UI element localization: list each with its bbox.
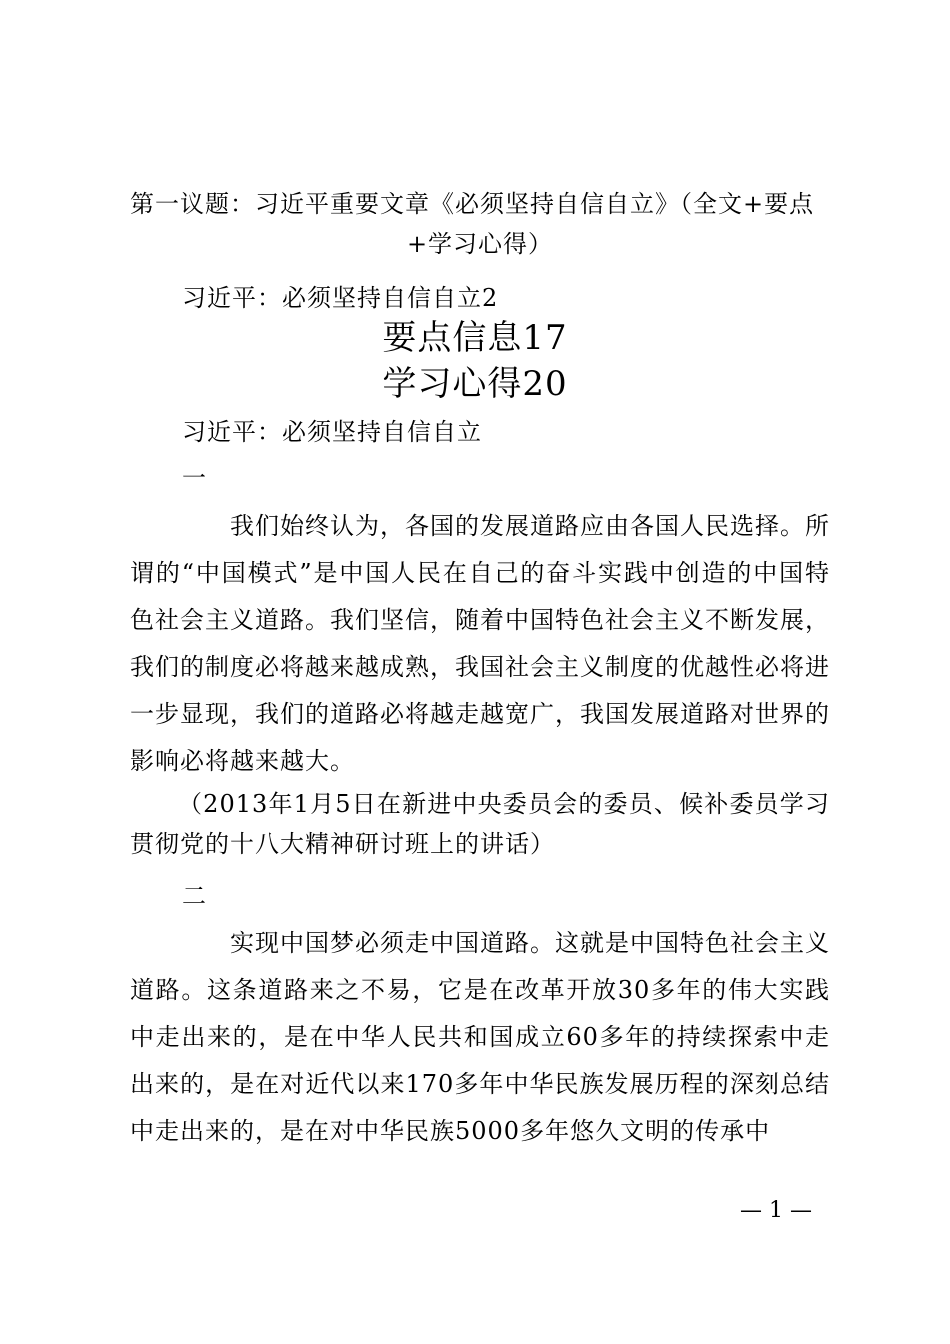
document-title-line2: +学习心得） — [406, 230, 554, 258]
document-title — [130, 184, 830, 264]
section-number-1: 一 — [182, 464, 206, 492]
section-1-paragraph — [130, 503, 830, 785]
section-2-paragraph — [130, 920, 830, 1155]
section-1-paragraph-text: 我们始终认为，各国的发展道路应由各国人民选择。所谓的“中国模式”是中国人民在自己的奋斗实践中创造的中国特色社会主义道路。我们坚信，随着中国特色社会主义不断发展，我们的制度必将越来越成熟，我国社会主义制度的优越性必将进一步显现，我们的道路必将越走越宽广，我国发展道路对世界的影响必将越来越大。 — [130, 512, 830, 775]
document-title-line1: 第一议题：习近平重要文章《必须坚持自信自立》（全文+要点 — [130, 190, 815, 218]
toc-item-article[interactable]: 习近平：必须坚持自信自立2 — [182, 284, 499, 312]
section-1-source: （2013年1月5日在新进中央委员会的委员、候补委员学习贯彻党的十八大精神研讨班上的讲话） — [130, 790, 830, 858]
section-number-2: 二 — [182, 882, 206, 910]
toc-item-key-points[interactable]: 要点信息17 — [382, 318, 568, 358]
section-2-paragraph-text: 实现中国梦必须走中国道路。这就是中国特色社会主义道路。这条道路来之不易，它是在改革开放30多年的伟大实践中走出来的，是在中华人民共和国成立60多年的持续探索中走出来的，是在对近代以来170多年中华民族发展历程的深刻总结中走出来的，是在对中华民族5000多年悠久文明的传承中 — [130, 929, 830, 1145]
toc-item-study-notes[interactable]: 学习心得20 — [382, 364, 568, 404]
page-number: — 1 — — [740, 1198, 812, 1223]
article-heading: 习近平：必须坚持自信自立 — [182, 418, 482, 446]
